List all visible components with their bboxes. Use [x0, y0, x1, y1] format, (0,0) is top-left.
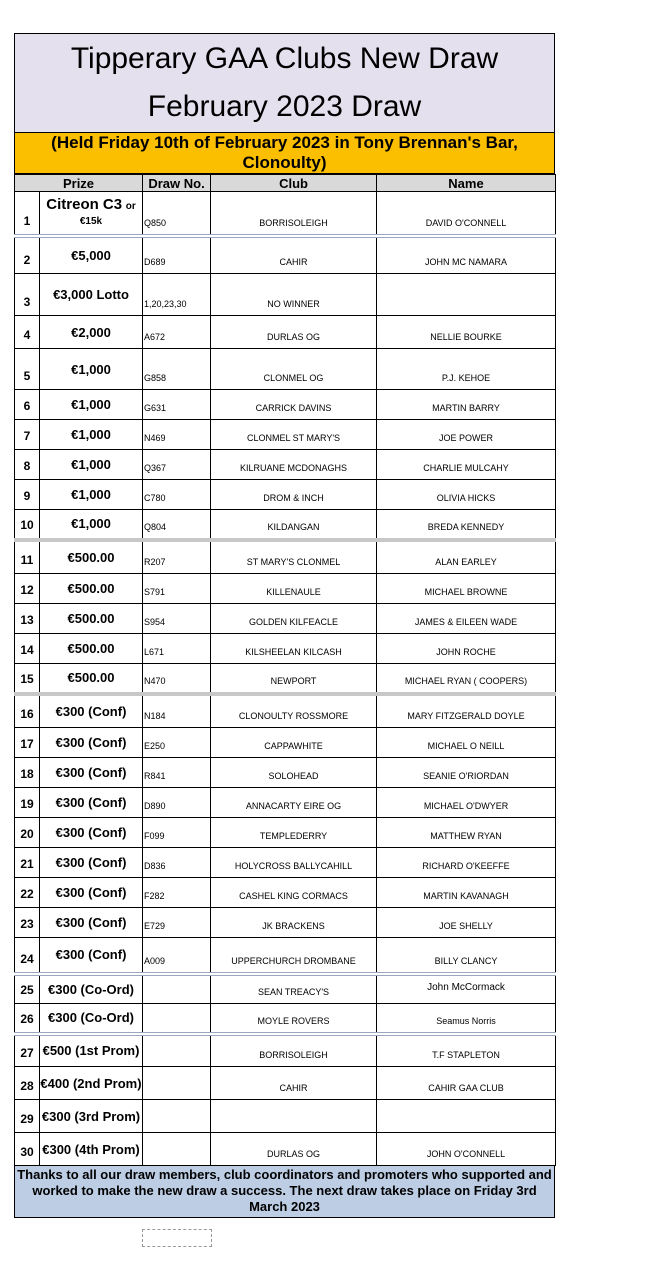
- row-number: 17: [15, 728, 40, 758]
- row-number: 9: [15, 480, 40, 510]
- row-number: 22: [15, 878, 40, 908]
- first-prize-cash: €15k: [79, 215, 103, 227]
- club-cell: DURLAS OG: [211, 1133, 377, 1166]
- name-cell: JOE POWER: [377, 420, 556, 450]
- club-cell: CLONOULTY ROSSMORE: [211, 694, 377, 728]
- name-cell: MICHAEL BROWNE: [377, 574, 556, 604]
- club-cell: TEMPLEDERRY: [211, 818, 377, 848]
- prize-cell: [40, 192, 143, 236]
- club-cell: KILDANGAN: [211, 510, 377, 540]
- draw-number-cell: N184: [143, 694, 211, 728]
- selection-box: [142, 1229, 212, 1247]
- draw-number-cell: N469: [143, 420, 211, 450]
- row-number: 25: [15, 974, 40, 1004]
- draw-number-cell: Q367: [143, 450, 211, 480]
- row-number: 10: [15, 510, 40, 540]
- club-cell: DROM & INCH: [211, 480, 377, 510]
- table-row: [15, 728, 556, 758]
- draw-number-cell: [143, 1067, 211, 1100]
- prize-cell: €300 (Conf): [40, 908, 143, 938]
- club-cell: KILRUANE MCDONAGHS: [211, 450, 377, 480]
- results-body: [15, 192, 556, 1166]
- club-cell: CARRICK DAVINS: [211, 390, 377, 420]
- row-number: 21: [15, 848, 40, 878]
- draw-number-cell: D890: [143, 788, 211, 818]
- row-number: 23: [15, 908, 40, 938]
- club-cell: CAHIR: [211, 236, 377, 274]
- club-cell: ANNACARTY EIRE OG: [211, 788, 377, 818]
- row-number: 20: [15, 818, 40, 848]
- held-notice: (Held Friday 10th of February 2023 in Tony Brennan's Bar, Clonoulty): [14, 132, 555, 174]
- footer-message: Thanks to all our draw members, club coordinators and promoters who supported and worked to make the new draw a success. The next draw takes place on Friday 3rd March 2023: [14, 1166, 555, 1218]
- table-row: [15, 1004, 556, 1034]
- club-cell: MOYLE ROVERS: [211, 1004, 377, 1034]
- draw-number-cell: 1,20,23,30: [143, 274, 211, 316]
- prize-cell: €300 (Conf): [40, 938, 143, 974]
- row-number: 28: [15, 1067, 40, 1100]
- name-cell: MARY FITZGERALD DOYLE: [377, 694, 556, 728]
- table-row: [15, 604, 556, 634]
- prize-cell: €500.00: [40, 574, 143, 604]
- prize-cell: €500.00: [40, 540, 143, 574]
- name-cell: [377, 274, 556, 316]
- table-row: [15, 908, 556, 938]
- row-number: 8: [15, 450, 40, 480]
- results-table: [14, 174, 556, 1166]
- club-cell: DURLAS OG: [211, 316, 377, 349]
- draw-number-cell: R841: [143, 758, 211, 788]
- draw-number-cell: C780: [143, 480, 211, 510]
- club-cell: NEWPORT: [211, 664, 377, 694]
- table-row: [15, 1133, 556, 1166]
- draw-number-cell: S954: [143, 604, 211, 634]
- prize-cell: €300 (Conf): [40, 788, 143, 818]
- row-number: 11: [15, 540, 40, 574]
- draw-number-cell: [143, 1004, 211, 1034]
- row-number: 19: [15, 788, 40, 818]
- prize-cell: €1,000: [40, 420, 143, 450]
- name-cell: MATTHEW RYAN: [377, 818, 556, 848]
- draw-number-cell: [143, 1100, 211, 1133]
- name-cell: MICHAEL RYAN ( COOPERS): [377, 664, 556, 694]
- prize-cell: €300 (Co-Ord): [40, 1004, 143, 1034]
- club-cell: GOLDEN KILFEACLE: [211, 604, 377, 634]
- name-cell: OLIVIA HICKS: [377, 480, 556, 510]
- prize-cell: €300 (Conf): [40, 758, 143, 788]
- table-row: [15, 450, 556, 480]
- draw-number-cell: G858: [143, 349, 211, 390]
- name-cell: JAMES & EILEEN WADE: [377, 604, 556, 634]
- club-cell: HOLYCROSS BALLYCAHILL: [211, 848, 377, 878]
- row-number: 14: [15, 634, 40, 664]
- prize-cell: €300 (Conf): [40, 878, 143, 908]
- prize-cell: €3,000 Lotto: [40, 274, 143, 316]
- name-cell: JOHN ROCHE: [377, 634, 556, 664]
- prize-cell: €2,000: [40, 316, 143, 349]
- prize-cell: €1,000: [40, 480, 143, 510]
- draw-number-cell: F282: [143, 878, 211, 908]
- name-cell: RICHARD O'KEEFFE: [377, 848, 556, 878]
- row-number: 29: [15, 1100, 40, 1133]
- table-row: [15, 848, 556, 878]
- table-row: [15, 758, 556, 788]
- row-number: 26: [15, 1004, 40, 1034]
- draw-number-cell: [143, 974, 211, 1004]
- table-row: [15, 634, 556, 664]
- table-row: [15, 1067, 556, 1100]
- club-cell: [211, 1100, 377, 1133]
- club-cell: SOLOHEAD: [211, 758, 377, 788]
- table-row: [15, 420, 556, 450]
- table-row: [15, 316, 556, 349]
- row-number: 5: [15, 349, 40, 390]
- table-row: [15, 349, 556, 390]
- row-number: 13: [15, 604, 40, 634]
- table-row: [15, 192, 556, 236]
- table-row: [15, 878, 556, 908]
- row-number: 2: [15, 236, 40, 274]
- club-cell: BORRISOLEIGH: [211, 1034, 377, 1067]
- draw-number-cell: N470: [143, 664, 211, 694]
- prize-cell: €300 (Conf): [40, 848, 143, 878]
- header-draw-no: Draw No.: [143, 175, 211, 192]
- name-cell: BILLY CLANCY: [377, 938, 556, 974]
- prize-cell: €1,000: [40, 450, 143, 480]
- page-subtitle: February 2023 Draw: [147, 90, 422, 123]
- draw-number-cell: A672: [143, 316, 211, 349]
- draw-number-cell: S791: [143, 574, 211, 604]
- prize-cell: €300 (Conf): [40, 818, 143, 848]
- name-cell: John McCormack: [377, 974, 556, 1004]
- row-number: 3: [15, 274, 40, 316]
- prize-cell: €500.00: [40, 604, 143, 634]
- prize-cell: €1,000: [40, 349, 143, 390]
- name-cell: MICHAEL O NEILL: [377, 728, 556, 758]
- name-cell: MARTIN BARRY: [377, 390, 556, 420]
- name-cell: Seamus Norris: [377, 1004, 556, 1034]
- name-cell: JOE SHELLY: [377, 908, 556, 938]
- first-prize-or: or: [125, 200, 136, 212]
- row-number: 12: [15, 574, 40, 604]
- name-cell: CAHIR GAA CLUB: [377, 1067, 556, 1100]
- prize-cell: €500.00: [40, 664, 143, 694]
- table-row: [15, 390, 556, 420]
- header-prize: Prize: [15, 175, 143, 192]
- club-cell: CLONMEL OG: [211, 349, 377, 390]
- first-prize-car: Citreon C3: [46, 195, 123, 213]
- draw-number-cell: [143, 1133, 211, 1166]
- draw-number-cell: A009: [143, 938, 211, 974]
- club-cell: BORRISOLEIGH: [211, 192, 377, 236]
- club-cell: KILLENAULE: [211, 574, 377, 604]
- draw-number-cell: E729: [143, 908, 211, 938]
- prize-cell: €300 (Conf): [40, 694, 143, 728]
- draw-number-cell: E250: [143, 728, 211, 758]
- name-cell: MARTIN KAVANAGH: [377, 878, 556, 908]
- club-cell: CAHIR: [211, 1067, 377, 1100]
- draw-number-cell: F099: [143, 818, 211, 848]
- table-row: [15, 1034, 556, 1067]
- club-cell: JK BRACKENS: [211, 908, 377, 938]
- club-cell: NO WINNER: [211, 274, 377, 316]
- table-row: [15, 694, 556, 728]
- prize-cell: €1,000: [40, 390, 143, 420]
- table-row: [15, 664, 556, 694]
- club-cell: CLONMEL ST MARY'S: [211, 420, 377, 450]
- row-number: 18: [15, 758, 40, 788]
- prize-cell: €1,000: [40, 510, 143, 540]
- header-club: Club: [211, 175, 377, 192]
- prize-cell: €500.00: [40, 634, 143, 664]
- row-number: 27: [15, 1034, 40, 1067]
- name-cell: ALAN EARLEY: [377, 540, 556, 574]
- prize-cell: €500 (1st Prom): [40, 1034, 143, 1067]
- name-cell: BREDA KENNEDY: [377, 510, 556, 540]
- prize-cell: €300 (4th Prom): [40, 1133, 143, 1166]
- draw-number-cell: D689: [143, 236, 211, 274]
- table-row: [15, 974, 556, 1004]
- prize-cell: €5,000: [40, 236, 143, 274]
- row-number: 1: [15, 192, 40, 236]
- row-number: 6: [15, 390, 40, 420]
- name-cell: MICHAEL O'DWYER: [377, 788, 556, 818]
- table-row: [15, 274, 556, 316]
- name-cell: SEANIE O'RIORDAN: [377, 758, 556, 788]
- row-number: 4: [15, 316, 40, 349]
- prize-cell: €400 (2nd Prom): [40, 1067, 143, 1100]
- header-row: [15, 175, 556, 192]
- table-row: [15, 788, 556, 818]
- title-block: [14, 33, 555, 132]
- table-row: [15, 818, 556, 848]
- table-row: [15, 574, 556, 604]
- club-cell: KILSHEELAN KILCASH: [211, 634, 377, 664]
- club-cell: SEAN TREACY'S: [211, 974, 377, 1004]
- draw-number-cell: [143, 1034, 211, 1067]
- draw-number-cell: D836: [143, 848, 211, 878]
- row-number: 24: [15, 938, 40, 974]
- draw-number-cell: G631: [143, 390, 211, 420]
- table-row: [15, 1100, 556, 1133]
- draw-results-sheet: [14, 33, 555, 1218]
- name-cell: JOHN MC NAMARA: [377, 236, 556, 274]
- prize-cell: €300 (Co-Ord): [40, 974, 143, 1004]
- row-number: 15: [15, 664, 40, 694]
- name-cell: DAVID O'CONNELL: [377, 192, 556, 236]
- name-cell: T.F STAPLETON: [377, 1034, 556, 1067]
- table-row: [15, 938, 556, 974]
- table-row: [15, 236, 556, 274]
- draw-number-cell: Q850: [143, 192, 211, 236]
- name-cell: NELLIE BOURKE: [377, 316, 556, 349]
- row-number: 30: [15, 1133, 40, 1166]
- club-cell: CAPPAWHITE: [211, 728, 377, 758]
- table-row: [15, 540, 556, 574]
- club-cell: UPPERCHURCH DROMBANE: [211, 938, 377, 974]
- draw-number-cell: Q804: [143, 510, 211, 540]
- club-cell: CASHEL KING CORMACS: [211, 878, 377, 908]
- row-number: 16: [15, 694, 40, 728]
- name-cell: [377, 1100, 556, 1133]
- draw-number-cell: L671: [143, 634, 211, 664]
- prize-cell: €300 (3rd Prom): [40, 1100, 143, 1133]
- name-cell: P.J. KEHOE: [377, 349, 556, 390]
- table-row: [15, 480, 556, 510]
- table-row: [15, 510, 556, 540]
- header-name: Name: [377, 175, 556, 192]
- prize-cell: €300 (Conf): [40, 728, 143, 758]
- row-number: 7: [15, 420, 40, 450]
- name-cell: JOHN O'CONNELL: [377, 1133, 556, 1166]
- draw-number-cell: R207: [143, 540, 211, 574]
- page-title: Tipperary GAA Clubs New Draw: [70, 42, 499, 75]
- club-cell: ST MARY'S CLONMEL: [211, 540, 377, 574]
- name-cell: CHARLIE MULCAHY: [377, 450, 556, 480]
